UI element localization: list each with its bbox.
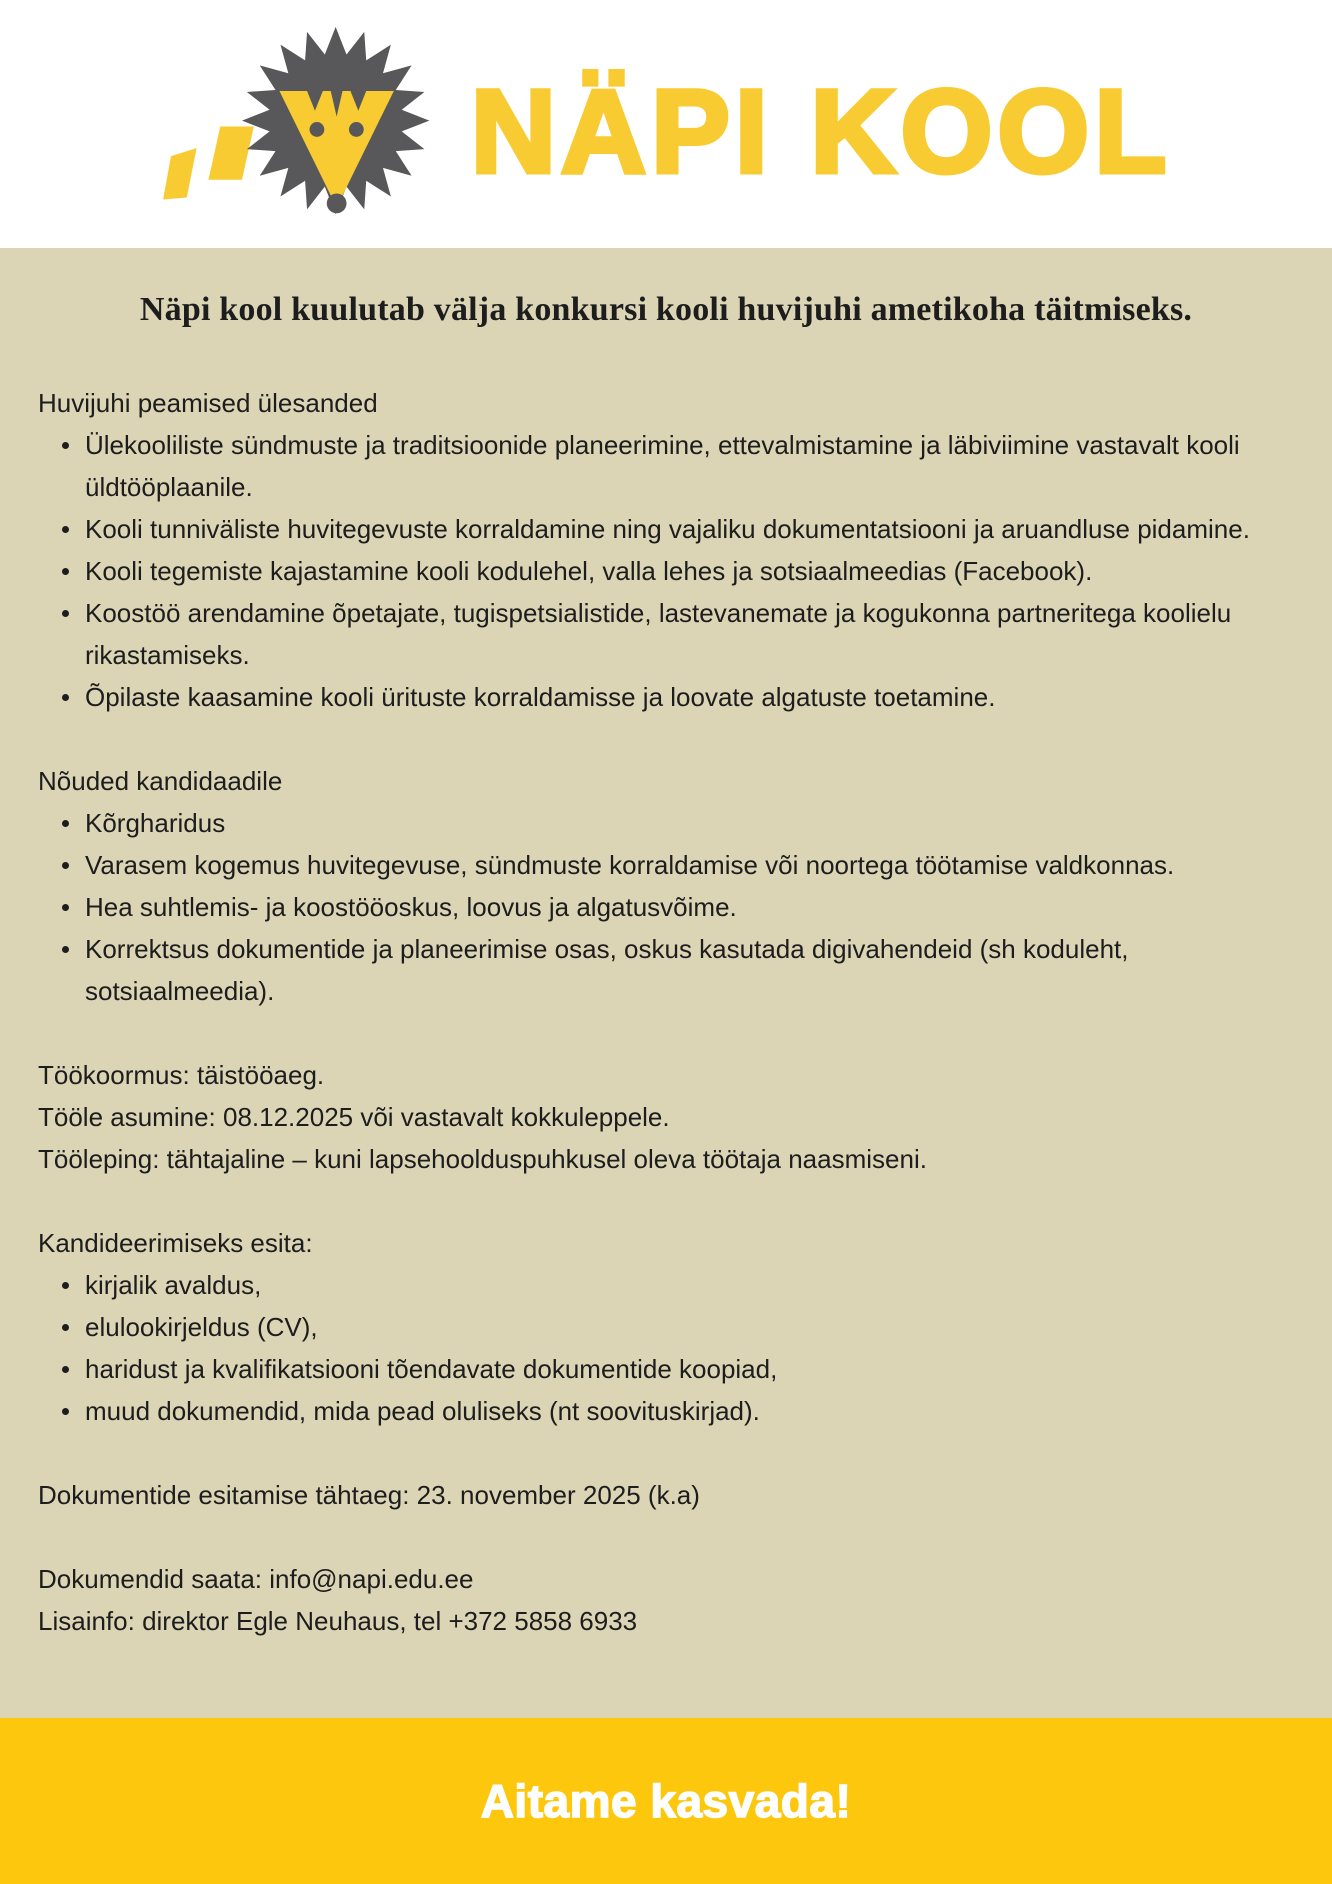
bullet-icon [62, 568, 69, 575]
footer-banner [0, 1718, 1332, 1884]
list-item: Korrektsus dokumentide ja planeerimise osas, oskus kasutada digivahendeid (sh koduleht, sotsiaalmeedia). [62, 928, 1294, 1012]
requirements-section [38, 760, 1294, 1012]
bullet-icon [62, 1282, 69, 1289]
contact-section [38, 1558, 1294, 1642]
list-item: muud dokumendid, mida pead oluliseks (nt soovituskirjad). [62, 1390, 1294, 1432]
logo-header [0, 0, 1332, 248]
bullet-icon [62, 442, 69, 449]
application-heading: Kandideerimiseks esita: [38, 1228, 313, 1258]
application-section [38, 1222, 1294, 1432]
bullet-icon [62, 694, 69, 701]
conditions-section [38, 1054, 1294, 1180]
requirements-heading: Nõuded kandidaadile [38, 766, 283, 796]
deadline-line: Dokumentide esitamise tähtaeg: 23. november 2025 (k.a) [38, 1480, 700, 1510]
announcement-title: Näpi kool kuulutab välja konkursi kooli huvijuhi ametikoha täitmiseks. [139, 291, 1193, 328]
slogan-text: Aitame kasvada! [480, 1775, 852, 1827]
list-item: Kooli tunniväliste huvitegevuste korraldamine ning vajaliku dokumentatsiooni ja aruandluse pidamine. [62, 508, 1294, 550]
school-name-wordmark: NÄPI KOOL [470, 66, 1172, 198]
list-item: kirjalik avaldus, [62, 1264, 1294, 1306]
deadline-section [38, 1474, 1294, 1516]
contact-info-line: Lisainfo: direktor Egle Neuhaus, tel +372 5858 6933 [38, 1606, 638, 1636]
tasks-heading: Huvijuhi peamised ülesanded [38, 388, 378, 418]
requirements-list [38, 802, 1294, 1012]
list-item: Varasem kogemus huvitegevuse, sündmuste korraldamise või noortega töötamise valdkonnas. [62, 844, 1294, 886]
tasks-section [38, 382, 1294, 718]
bullet-icon [62, 1324, 69, 1331]
bullet-icon [62, 1366, 69, 1373]
hedgehog-icon [161, 20, 461, 232]
tasks-list [38, 424, 1294, 718]
bullet-icon [62, 610, 69, 617]
list-item: haridust ja kvalifikatsiooni tõendavate dokumentide koopiad, [62, 1348, 1294, 1390]
list-item: Õpilaste kaasamine kooli ürituste korraldamisse ja loovate algatuste toetamine. [62, 676, 1294, 718]
list-item: Ülekooliliste sündmuste ja traditsioonide planeerimine, ettevalmistamine ja läbiviimine vastavalt kooli üldtööplaanile. [62, 424, 1294, 508]
bullet-icon [62, 862, 69, 869]
announcement-body [0, 248, 1332, 1718]
list-item: Koostöö arendamine õpetajate, tugispetsialistide, lastevanemate ja kogukonna partneritega koolielu rikastamiseks. [62, 592, 1294, 676]
list-item: Kõrgharidus [62, 802, 1294, 844]
bullet-icon [62, 820, 69, 827]
bullet-icon [62, 904, 69, 911]
bullet-icon [62, 946, 69, 953]
bullet-icon [62, 1408, 69, 1415]
application-list [38, 1264, 1294, 1432]
send-documents-line: Dokumendid saata: info@napi.edu.ee [38, 1564, 474, 1594]
bullet-icon [62, 526, 69, 533]
workload-line: Töökoormus: täistööaeg. [38, 1060, 325, 1090]
list-item: Hea suhtlemis- ja koostööoskus, loovus ja algatusvõime. [62, 886, 1294, 928]
list-item: Kooli tegemiste kajastamine kooli kodulehel, valla lehes ja sotsiaalmeedias (Facebook). [62, 550, 1294, 592]
contract-line: Tööleping: tähtajaline – kuni lapsehoolduspuhkusel oleva töötaja naasmiseni. [38, 1144, 927, 1174]
list-item: elulookirjeldus (CV), [62, 1306, 1294, 1348]
start-date-line: Tööle asumine: 08.12.2025 või vastavalt kokkuleppele. [38, 1102, 670, 1132]
